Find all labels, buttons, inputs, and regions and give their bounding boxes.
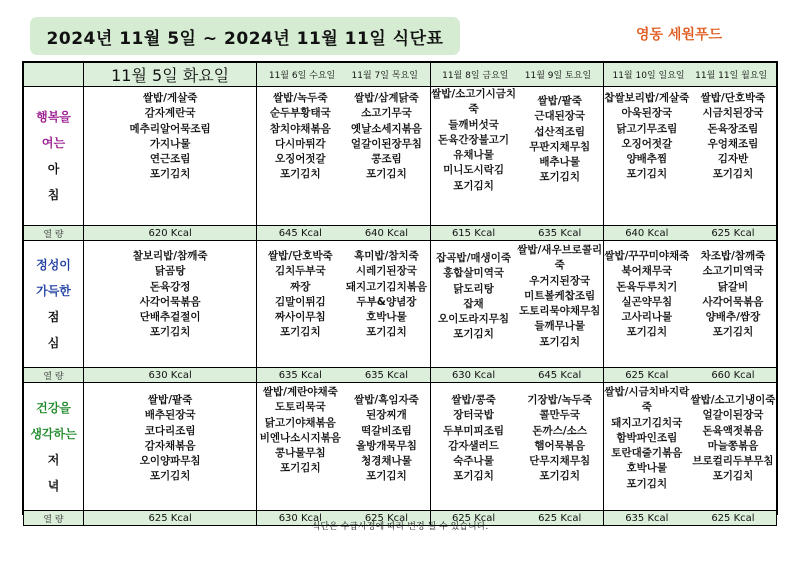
menu-item: 쌀밥/소고기시금치죽 (431, 88, 517, 116)
breakfast-label (24, 87, 84, 226)
menu-item: 포기김치 (626, 477, 668, 490)
menu-list (604, 249, 690, 367)
menu-item: 쌀밥/흑임자죽 (354, 394, 419, 406)
menu-list (257, 249, 343, 367)
menu-item: 단배추겉절이 (139, 311, 201, 324)
menu-item: 포기김치 (280, 168, 321, 181)
menu-item: 쌀밥/시금치바지락죽 (604, 386, 690, 414)
meal-label-line: 가득한 (36, 284, 71, 298)
page-title: 2024년 11월 5일 ~ 2024년 11월 11일 식단표 (30, 17, 460, 55)
menu-list (257, 385, 343, 510)
menu-item: 순두부황태국 (269, 107, 331, 120)
menu-item: 짜장 (290, 280, 311, 293)
menu-cell (257, 87, 430, 226)
menu-item: 브로컬리두부무침 (692, 455, 774, 468)
menu-item: 사각어묵볶음 (139, 295, 201, 308)
menu-list (690, 249, 776, 367)
menu-item: 코다리조림 (144, 424, 196, 437)
menu-item: 포기김치 (712, 168, 754, 181)
kcal-cell (257, 226, 430, 241)
menu-item: 오이도라지무침 (438, 313, 510, 326)
menu-cell (257, 241, 430, 368)
menu-item: 닭도리탕 (453, 282, 494, 295)
menu-item: 마늘쫑볶음 (707, 439, 759, 452)
menu-item: 포기김치 (539, 171, 580, 184)
menu-item: 돈까스/소스 (532, 424, 587, 437)
menu-item: 올방개묵무침 (356, 439, 417, 452)
kcal-row (24, 226, 777, 241)
kcal-value: 635 Kcal (625, 512, 669, 524)
kcal-label: 열 량 (24, 368, 84, 383)
kcal-value: 640 Kcal (364, 227, 409, 239)
kcal-value: 625 Kcal (148, 512, 192, 524)
menu-item: 포기김치 (366, 470, 407, 483)
menu-list (690, 385, 776, 510)
menu-item: 쌀밥/게살죽 (142, 92, 198, 104)
kcal-cell (603, 226, 776, 241)
menu-item: 미트볼케찹조림 (524, 289, 596, 302)
menu-item: 메추리알어묵조림 (129, 122, 211, 135)
menu-item: 얼갈이된장국 (702, 409, 764, 422)
menu-item: 감자채볶음 (144, 439, 196, 452)
menu-item: 잡곡밥/매생이죽 (436, 252, 511, 264)
kcal-value: 635 Kcal (278, 369, 322, 381)
menu-item: 섭산적조림 (534, 125, 586, 138)
kcal-value: 625 Kcal (625, 369, 669, 381)
company-name: 영동 세원푸드 (636, 27, 723, 43)
menu-item: 김자반 (717, 153, 749, 166)
menu-item: 짜사이무침 (274, 311, 326, 324)
menu-item: 쌀밥/단호박죽 (700, 92, 766, 104)
meal-label-line: 생각하는 (30, 426, 77, 441)
menu-item: 소고기무국 (361, 107, 412, 120)
menu-item: 들깨버섯국 (448, 118, 499, 131)
day-label: 11월 11일 월요일 (695, 71, 768, 81)
menu-item: 쌀밥/녹두죽 (273, 92, 328, 104)
menu-item: 돼지고기김치국 (611, 416, 683, 429)
menu-item: 닭고기야채볶음 (264, 416, 336, 429)
kcal-value: 645 Kcal (278, 227, 322, 239)
day-label: 11월 6일 수요일 (268, 71, 336, 81)
menu-item: 닭곰탕 (154, 265, 186, 278)
menu-item: 얼갈이된장무침 (350, 137, 422, 150)
menu-list (431, 243, 517, 367)
menu-list (431, 393, 517, 510)
menu-list (84, 393, 256, 485)
kcal-value: 640 Kcal (625, 227, 669, 239)
kcal-value: 635 Kcal (364, 369, 409, 381)
kcal-value: 620 Kcal (148, 227, 192, 239)
day-label: 11월 9일 토요일 (524, 71, 592, 81)
menu-item: 돈육간장불고기 (438, 133, 510, 146)
day-label: 11월 8일 금요일 (442, 71, 509, 81)
menu-item: 쌀밥/새우브로콜리죽 (517, 244, 603, 272)
menu-item: 장터국밥 (453, 409, 494, 422)
kcal-label: 열 량 (24, 226, 84, 241)
meal-label-line: 점 심 (47, 310, 74, 350)
kcal-cell (84, 226, 257, 241)
menu-item: 도토리묵야채무침 (519, 305, 601, 318)
kcal-value: 660 Kcal (711, 369, 755, 381)
kcal-cell (430, 368, 603, 383)
kcal-row (24, 368, 777, 383)
menu-item: 콜만두국 (539, 409, 580, 422)
meal-label-line: 행복을 (36, 110, 71, 124)
menu-item: 포기김치 (453, 470, 494, 483)
menu-item: 포기김치 (539, 335, 580, 348)
menu-item: 무판지채무침 (529, 140, 591, 153)
menu-item: 김말이튀김 (274, 295, 326, 308)
breakfast-row (24, 87, 777, 226)
day-label: 11월 7일 목요일 (351, 71, 418, 81)
menu-list (517, 393, 603, 510)
menu-item: 연근조림 (149, 153, 191, 166)
menu-list (604, 385, 690, 510)
menu-item: 포기김치 (453, 328, 494, 341)
kcal-value: 630 Kcal (278, 512, 322, 524)
menu-list (517, 87, 603, 225)
kcal-value: 625 Kcal (451, 512, 496, 524)
menu-item: 오징어젓갈 (274, 153, 326, 166)
menu-item: 포기김치 (149, 168, 191, 181)
day-label: 11월 10일 일요일 (612, 71, 685, 81)
day-header-row (24, 63, 777, 87)
menu-item: 호박나물 (626, 462, 668, 475)
menu-item: 포기김치 (712, 326, 754, 339)
kcal-value: 630 Kcal (148, 369, 192, 381)
meal-label-line: 아 침 (47, 162, 74, 202)
kcal-value: 630 Kcal (451, 369, 496, 381)
menu-item: 홍합살미역국 (443, 267, 504, 280)
kcal-value: 645 Kcal (538, 369, 582, 381)
day-label: 11월 5일 화요일 (111, 66, 230, 85)
menu-cell (84, 383, 257, 511)
menu-cell (84, 241, 257, 368)
menu-item: 포기김치 (626, 326, 668, 339)
menu-item: 쌀밥/꾸꾸미야채죽 (604, 250, 690, 262)
menu-item: 오이양파무침 (139, 455, 201, 468)
menu-item: 사각어묵볶음 (702, 295, 764, 308)
menu-cell (430, 383, 603, 511)
menu-item: 청경채나물 (361, 455, 412, 468)
menu-item: 포기김치 (280, 462, 321, 475)
dinner-row (24, 383, 777, 511)
menu-item: 배추나물 (539, 156, 580, 169)
footnote: 식단은 수급사정에 따라 변경 될 수 있습니다. (311, 522, 489, 532)
menu-cell (430, 241, 603, 368)
menu-item: 닭고기무조림 (616, 122, 678, 135)
day-header-1 (84, 63, 257, 87)
menu-item: 우엉채조림 (707, 137, 759, 150)
menu-cell (603, 241, 776, 368)
menu-list (343, 91, 429, 225)
meal-label-line: 저 녁 (47, 452, 74, 493)
menu-item: 북어채무국 (621, 265, 673, 278)
menu-list (257, 91, 343, 225)
kcal-value: 625 Kcal (711, 227, 755, 239)
menu-table (23, 62, 777, 526)
menu-item: 찹쌀보리밥/게살죽 (604, 92, 690, 104)
menu-list (84, 91, 256, 183)
meal-label-line: 여는 (41, 136, 66, 150)
menu-item: 돈육액젓볶음 (702, 424, 764, 437)
menu-item: 돈육강정 (149, 280, 191, 293)
menu-table-wrapper (22, 61, 778, 525)
menu-item: 포기김치 (149, 326, 191, 339)
menu-cell (603, 383, 776, 511)
menu-item: 호박나물 (366, 311, 407, 324)
menu-item: 쌀밥/삼계닭죽 (354, 92, 419, 104)
menu-cell (430, 87, 603, 226)
menu-item: 기장밥/녹두죽 (527, 394, 593, 406)
menu-cell (257, 383, 430, 511)
menu-item: 두부미피조림 (443, 424, 504, 437)
menu-item: 가지나물 (149, 137, 191, 150)
menu-list (84, 249, 256, 341)
lunch-row (24, 241, 777, 368)
meal-label-line: 건강을 (36, 400, 71, 415)
day-header-4-5 (430, 63, 603, 87)
kcal-value: 635 Kcal (538, 227, 582, 239)
menu-item: 쌀밥/팥죽 (147, 394, 193, 406)
menu-item: 포기김치 (626, 168, 668, 181)
menu-list (604, 91, 690, 225)
menu-list (517, 243, 603, 367)
header-corner (24, 63, 84, 87)
menu-item: 두부&양념장 (356, 295, 417, 308)
day-header-2-3 (257, 63, 430, 87)
menu-list (690, 91, 776, 225)
menu-list (431, 87, 517, 225)
menu-item: 잡채 (463, 297, 484, 310)
menu-item: 쌀밥/소고기냉이죽 (690, 394, 776, 406)
menu-item: 옛날소세지볶음 (350, 122, 422, 135)
menu-item: 쌀밥/계란야채죽 (262, 386, 338, 398)
menu-cell (603, 87, 776, 226)
menu-item: 포기김치 (280, 326, 321, 339)
menu-item: 시금치된장국 (702, 107, 764, 120)
menu-item: 돼지고기김치볶음 (345, 280, 428, 293)
menu-list (343, 249, 429, 367)
menu-item: 들깨무나물 (534, 320, 586, 333)
menu-item: 참치야채볶음 (269, 122, 331, 135)
menu-item: 돈육두루치기 (616, 280, 678, 293)
kcal-value: 615 Kcal (451, 227, 496, 239)
menu-item: 양배추/쌈장 (705, 311, 761, 324)
kcal-cell (603, 368, 776, 383)
kcal-value: 625 Kcal (538, 512, 582, 524)
menu-item: 떡갈비조림 (361, 424, 412, 437)
menu-item: 쌀밥/팥죽 (537, 95, 582, 107)
kcal-value: 625 Kcal (364, 512, 409, 524)
menu-item: 우거지된장국 (529, 274, 591, 287)
menu-item: 차조밥/참깨죽 (700, 250, 766, 262)
menu-item: 양배추찜 (626, 153, 668, 166)
menu-item: 감자샐러드 (448, 439, 499, 452)
menu-item: 소고기미역국 (702, 265, 764, 278)
menu-item: 배추된장국 (144, 409, 196, 422)
menu-item: 시레기된장국 (356, 265, 417, 278)
menu-item: 단무지채무침 (529, 455, 591, 468)
kcal-cell (430, 226, 603, 241)
menu-item: 함박파인조림 (616, 431, 678, 444)
kcal-label: 열 량 (24, 511, 84, 526)
menu-item: 감자계란국 (144, 107, 196, 120)
menu-item: 아욱된장국 (621, 107, 673, 120)
menu-item: 찰보리밥/참깨죽 (132, 250, 208, 262)
menu-item: 흑미밥/참치죽 (354, 250, 419, 262)
menu-item: 근대된장국 (534, 110, 586, 123)
menu-item: 포기김치 (453, 179, 494, 192)
menu-item: 쌀밥/단호박죽 (267, 250, 333, 262)
menu-item: 닭갈비 (717, 280, 749, 293)
lunch-label (24, 241, 84, 368)
menu-item: 토란대줄기볶음 (611, 447, 683, 460)
menu-item: 햄어묵볶음 (534, 439, 586, 452)
kcal-cell (257, 368, 430, 383)
menu-item: 된장찌개 (366, 409, 407, 422)
menu-list (343, 385, 429, 510)
menu-item: 김치두부국 (274, 265, 326, 278)
menu-item: 콩조림 (371, 153, 402, 166)
day-header-6-7 (603, 63, 776, 87)
kcal-value: 625 Kcal (711, 512, 755, 524)
menu-item: 포기김치 (366, 326, 407, 339)
meal-label-line: 정성이 (36, 258, 71, 272)
menu-item: 오징어젓갈 (621, 137, 673, 150)
menu-item: 포기김치 (712, 470, 754, 483)
menu-item: 실곤약무침 (621, 295, 673, 308)
menu-item: 콩나물무침 (274, 447, 326, 460)
menu-item: 포기김치 (539, 470, 580, 483)
menu-item: 포기김치 (149, 470, 191, 483)
menu-cell (84, 87, 257, 226)
menu-item: 다시마튀각 (274, 137, 326, 150)
dinner-label (24, 383, 84, 511)
menu-item: 유채나물 (453, 149, 494, 162)
kcal-cell (84, 368, 257, 383)
menu-item: 돈육장조림 (707, 122, 759, 135)
menu-item: 도토리묵국 (274, 401, 326, 414)
menu-item: 미니도시락김 (443, 164, 504, 177)
menu-item: 숙주나물 (453, 455, 494, 468)
menu-item: 비엔나소시지볶음 (259, 431, 341, 444)
menu-item: 쌀밥/콩죽 (451, 394, 496, 406)
menu-item: 포기김치 (366, 168, 407, 181)
menu-item: 고사리나물 (621, 311, 673, 324)
